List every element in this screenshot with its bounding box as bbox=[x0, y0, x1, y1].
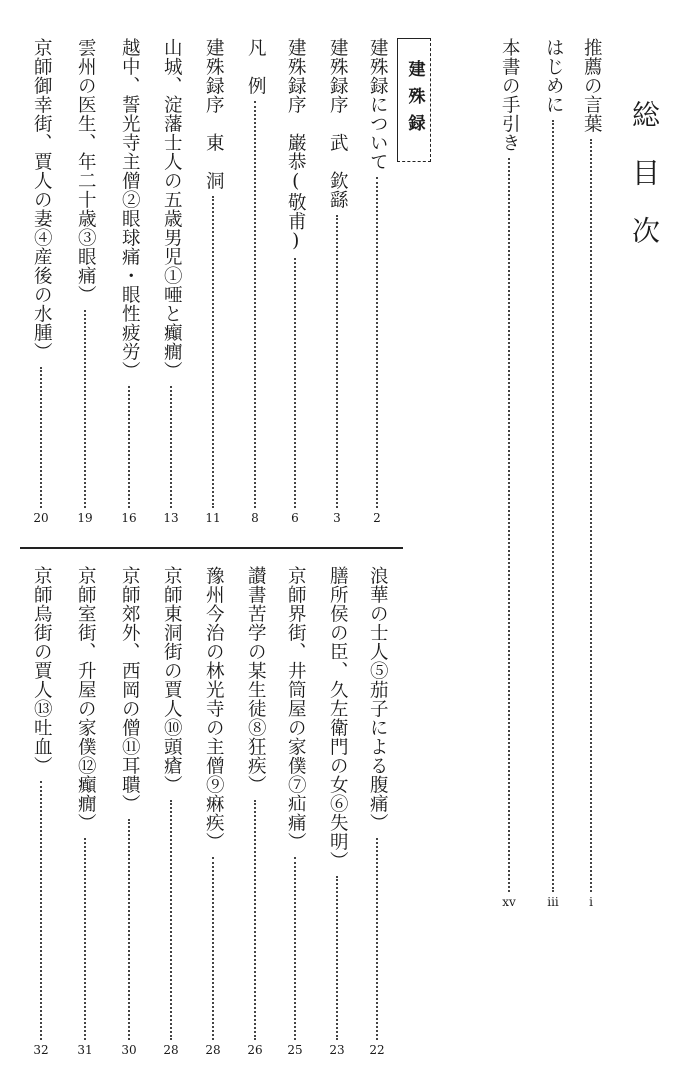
toc-entry[interactable] bbox=[198, 38, 228, 524]
toc-entry[interactable] bbox=[362, 566, 392, 1056]
toc-entry-page: 8 bbox=[251, 511, 259, 525]
toc-entry-page: 19 bbox=[77, 511, 93, 525]
toc-entry[interactable] bbox=[156, 38, 186, 524]
toc-entry-page: 32 bbox=[33, 1043, 49, 1057]
toc-entry[interactable] bbox=[70, 38, 100, 524]
toc-entry-page: 28 bbox=[163, 1043, 179, 1057]
toc-entry-page: 16 bbox=[121, 511, 137, 525]
toc-entry[interactable] bbox=[198, 566, 228, 1056]
leader-dots bbox=[552, 120, 554, 892]
toc-entry-page: 26 bbox=[247, 1043, 263, 1057]
toc-entry-label: 越中、誓光寺主僧②眼球痛・眼性疲労） bbox=[119, 38, 141, 380]
section-label-box bbox=[397, 38, 431, 162]
toc-entry-label: 建殊録序 武 欽繇 bbox=[327, 38, 349, 209]
leader-dots bbox=[128, 386, 130, 508]
toc-entry-page: 3 bbox=[333, 511, 341, 525]
toc-entry[interactable] bbox=[280, 566, 310, 1056]
toc-entry-label: 推薦の言葉 bbox=[581, 38, 603, 133]
toc-entry-page: 11 bbox=[205, 511, 221, 525]
toc-entry[interactable] bbox=[114, 566, 144, 1056]
toc-entry[interactable] bbox=[156, 566, 186, 1056]
toc-entry-front-1[interactable] bbox=[576, 38, 606, 908]
leader-dots bbox=[212, 196, 214, 508]
toc-entry-label: 讃書苦学の某生徒⑧狂疾） bbox=[245, 566, 267, 794]
leader-dots bbox=[212, 857, 214, 1040]
toc-entry-label: 京師界街、井筒屋の家僕⑦疝痛） bbox=[285, 566, 307, 851]
leader-dots bbox=[170, 800, 172, 1040]
toc-entry-label: 京師室街、升屋の家僕⑫癲癇） bbox=[75, 566, 97, 832]
toc-entry[interactable] bbox=[240, 38, 270, 524]
leader-dots bbox=[590, 139, 592, 892]
leader-dots bbox=[376, 838, 378, 1040]
toc-entry-label: 本書の手引き bbox=[499, 38, 521, 152]
leader-dots bbox=[170, 386, 172, 508]
toc-entry-label: 京師東洞街の賈人⑩頭瘡） bbox=[161, 566, 183, 794]
toc-entry-page: 31 bbox=[77, 1043, 93, 1057]
toc-entry-label: 京師郊外、西岡の僧⑪耳聵） bbox=[119, 566, 141, 813]
leader-dots bbox=[376, 177, 378, 508]
leader-dots bbox=[336, 876, 338, 1040]
toc-entry[interactable] bbox=[26, 566, 56, 1056]
toc-entry-label: 浪華の士人⑤茄子による腹痛） bbox=[367, 566, 389, 832]
toc-entry-page: 20 bbox=[33, 511, 49, 525]
section-label: 建殊録 bbox=[404, 59, 425, 141]
toc-entry-label: 膳所侯の臣、久左衛門の女⑥失明） bbox=[327, 566, 349, 870]
toc-entry-page: 13 bbox=[163, 511, 179, 525]
toc-entry[interactable] bbox=[280, 38, 310, 524]
toc-entry-label: 建殊録序 巌恭(敬甫) bbox=[285, 38, 307, 252]
leader-dots bbox=[336, 215, 338, 508]
leader-dots bbox=[84, 310, 86, 508]
toc-entry-label: 豫州今治の林光寺の主僧⑨痳疾） bbox=[203, 566, 225, 851]
toc-entry[interactable] bbox=[322, 566, 352, 1056]
leader-dots bbox=[84, 838, 86, 1040]
toc-entry-page: 2 bbox=[373, 511, 381, 525]
page-title: 総目次 bbox=[628, 100, 661, 274]
toc-entry-page: iii bbox=[547, 895, 559, 909]
toc-entry[interactable] bbox=[240, 566, 270, 1056]
leader-dots bbox=[508, 158, 510, 892]
toc-entry-label: 凡 例 bbox=[245, 38, 267, 95]
toc-entry[interactable] bbox=[70, 566, 100, 1056]
leader-dots bbox=[294, 258, 296, 508]
toc-entry-label: 京師御幸街、賈人の妻④産後の水腫） bbox=[31, 38, 53, 361]
toc-entry-page: 6 bbox=[291, 511, 299, 525]
toc-entry[interactable] bbox=[362, 38, 392, 524]
toc-entry-front-3[interactable] bbox=[494, 38, 524, 908]
toc-entry-page: 22 bbox=[369, 1043, 385, 1057]
toc-entry-front-2[interactable] bbox=[538, 38, 568, 908]
leader-dots bbox=[254, 800, 256, 1040]
section-divider bbox=[20, 547, 403, 549]
toc-entry[interactable] bbox=[322, 38, 352, 524]
toc-entry-page: 25 bbox=[287, 1043, 303, 1057]
toc-entry-page: 23 bbox=[329, 1043, 345, 1057]
toc-entry[interactable] bbox=[114, 38, 144, 524]
toc-entry-page: 30 bbox=[121, 1043, 137, 1057]
toc-entry-label: 建殊録序 東 洞 bbox=[203, 38, 225, 190]
toc-entry-label: 雲州の医生、年二十歳③眼痛） bbox=[75, 38, 97, 304]
leader-dots bbox=[294, 857, 296, 1040]
toc-entry[interactable] bbox=[26, 38, 56, 524]
toc-entry-label: 山城、淀藩士人の五歳男児①唖と癲癇） bbox=[161, 38, 183, 380]
toc-entry-page: xv bbox=[502, 895, 516, 909]
toc-entry-label: 京師烏街の賈人⑬吐血） bbox=[31, 566, 53, 775]
toc-entry-label: 建殊録について bbox=[367, 38, 389, 171]
leader-dots bbox=[128, 819, 130, 1040]
toc-entry-page: 28 bbox=[205, 1043, 221, 1057]
toc-entry-label: はじめに bbox=[543, 38, 565, 114]
leader-dots bbox=[40, 781, 42, 1040]
toc-entry-page: i bbox=[589, 895, 593, 909]
leader-dots bbox=[40, 367, 42, 508]
leader-dots bbox=[254, 101, 256, 508]
